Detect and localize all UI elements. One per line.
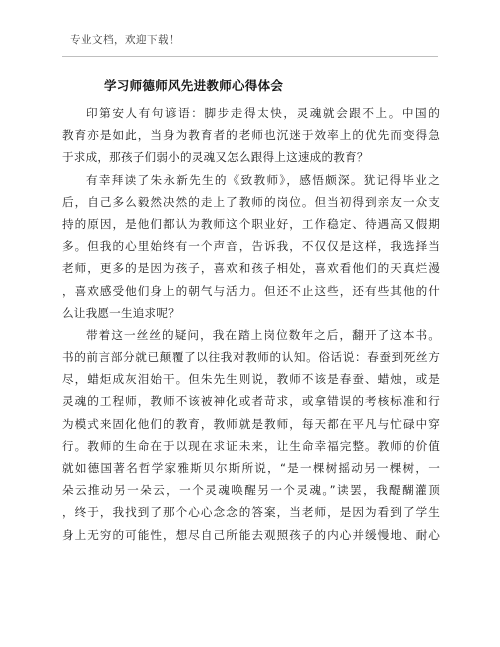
text-line: 灵魂的工程师，教师不该被神化或者苛求，或拿错误的考核标准和行 xyxy=(62,394,440,409)
document-body xyxy=(62,102,440,546)
text-line: 老师，更多的是因为孩子，喜欢和孩子相处，喜欢看他们的天真烂漫 xyxy=(62,261,440,276)
text-line: 为模式来固化他们的教育，教师就是教师，每天都在平凡与忙碌中穿 xyxy=(62,416,440,431)
text-line: ，喜欢感受他们身上的朝气与活力。但还不止这些，还有些其他的什 xyxy=(62,283,440,298)
text-line: 有幸拜读了朱永新先生的《致教师》，感悟颇深。犹记得毕业之 xyxy=(86,172,440,187)
text-line: 后，自己多么毅然决然的走上了教师的岗位。但当初得到亲友一众支 xyxy=(62,194,440,209)
text-line: 么让我愿一生追求呢？ xyxy=(62,305,180,320)
text-line: 就如德国著名哲学家雅斯贝尔斯所说，“是一棵树摇动另一棵树，一 xyxy=(62,461,440,475)
page-header: 专业文档，欢迎下载！ xyxy=(70,34,180,46)
document-title: 学习师德师风先进教师心得体会 xyxy=(104,78,284,93)
text-line: 持的原因，是他们都认为教师这个职业好，工作稳定、待遇高又假期 xyxy=(62,216,440,231)
text-line: 多。但我的心里始终有一个声音，告诉我，不仅仅是这样，我选择当 xyxy=(62,239,440,254)
text-line: 教育亦是如此，当身为教育者的老师也沉迷于效率上的优先而变得急 xyxy=(62,128,440,143)
text-line: 印第安人有句谚语：脚步走得太快，灵魂就会跟不上。中国的 xyxy=(86,106,440,120)
text-line: 于求成，那孩子们弱小的灵魂又怎么跟得上这速成的教育？ xyxy=(62,150,369,165)
text-line: 朵云推动另一朵云，一个灵魂唤醒另一个灵魂。”读罢，我醍醐灌顶 xyxy=(62,483,440,498)
text-line: 尽，蜡炬成灰泪始干。但朱先生则说，教师不该是春蚕、蜡烛，或是 xyxy=(62,372,440,387)
header-divider xyxy=(62,56,438,57)
text-line: ，终于，我找到了那个心心念念的答案，当老师，是因为看到了学生 xyxy=(62,505,440,520)
text-line: 书的前言部分就已颠覆了以往我对教师的认知。俗话说：春蚕到死丝方 xyxy=(62,350,440,365)
text-line: 行。教师的生命在于以现在求证未来，让生命幸福完整。教师的价值 xyxy=(62,438,440,453)
text-line: 身上无穷的可能性，想尽自己所能去观照孩子的内心并缓慢地、耐心 xyxy=(62,527,440,542)
text-line: 带着这一丝丝的疑问，我在踏上岗位数年之后，翻开了这本书。 xyxy=(86,327,440,342)
